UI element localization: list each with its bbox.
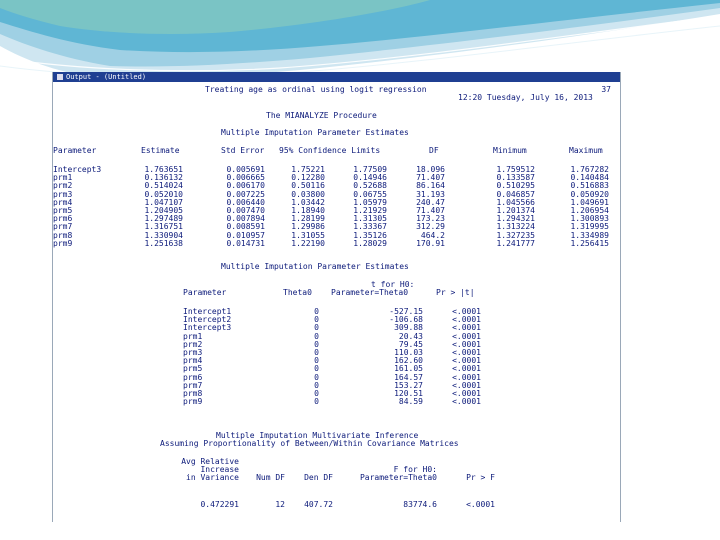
table2-cell: 164.57	[394, 372, 423, 382]
table3-cell: <.0001	[466, 500, 495, 509]
table1-cell: 0.006440	[226, 197, 265, 207]
table1-cell: 1.206954	[570, 206, 609, 215]
table1-cell: 0.52688	[353, 181, 387, 191]
table1-cell: 0.03800	[291, 189, 325, 199]
table1-cell: 464.2	[420, 230, 445, 240]
table1-cell: 0.050920	[570, 189, 609, 199]
table1-cell: 1.75221	[291, 165, 325, 174]
table3-title: Multiple Imputation Multivariate Inference	[216, 431, 419, 440]
table1-column-header: Estimate	[141, 146, 180, 155]
table1-cell: 1.33367	[353, 222, 387, 232]
table2-cell: 0	[314, 356, 319, 366]
table2-row-label: prm7	[183, 380, 203, 390]
table2-row-label: prm9	[183, 397, 203, 407]
table2-cell: 0	[314, 372, 319, 382]
table1-row-label: prm2	[53, 181, 73, 191]
window-title: Output - (Untitled)	[66, 73, 147, 81]
table2-cell: 161.05	[394, 364, 423, 374]
table2-cell: <.0001	[452, 331, 481, 341]
table1-row-label: prm8	[53, 230, 73, 240]
table1-column-header: Std Error	[221, 146, 265, 155]
table1-cell: 1.35126	[353, 230, 387, 240]
table3-column-header: F for H0:	[393, 465, 437, 475]
table2-column-header: Parameter=Theta0	[331, 288, 409, 297]
table1-cell: 1.294321	[496, 214, 535, 224]
table1-cell: 0.50116	[291, 181, 325, 191]
table1-cell: 240.47	[416, 197, 445, 207]
table2-row-label: prm4	[183, 356, 203, 366]
table2-cell: <.0001	[452, 389, 481, 398]
table1-cell: 1.256415	[570, 238, 609, 248]
table1-cell: 0.133587	[496, 173, 535, 183]
table1-cell: 1.759512	[496, 165, 535, 174]
table1-row-label: prm4	[53, 197, 73, 207]
table2-cell: <.0001	[452, 372, 481, 382]
table1-column-header: Maximum	[569, 146, 603, 155]
table1-column-header: Minimum	[493, 146, 527, 155]
table1-column-header: DF	[429, 146, 439, 155]
table1-cell: 1.18940	[291, 206, 325, 215]
table1-cell: 0.12280	[291, 173, 325, 183]
table2-row-label: prm1	[183, 331, 203, 341]
table1-cell: 0.008591	[226, 222, 265, 232]
table1-cell: 0.006665	[226, 173, 265, 183]
table2-cell: -527.15	[389, 307, 423, 316]
table1-cell: 1.28199	[291, 214, 325, 224]
table2-cell: 0	[314, 331, 319, 341]
table1-cell: 0.516883	[570, 181, 609, 191]
table2-cell: -106.68	[389, 315, 423, 325]
table2-cell: 110.03	[394, 348, 423, 357]
table1-cell: 0.140484	[570, 173, 609, 183]
table1-row-label: prm1	[53, 173, 73, 183]
table2-row-label: Intercept2	[183, 315, 232, 325]
table1-cell: 0.014731	[226, 238, 265, 248]
table2-row-label: prm6	[183, 372, 203, 382]
table2-row-label: prm5	[183, 364, 203, 374]
table2-cell: 120.51	[394, 389, 423, 398]
table1-cell: 1.316751	[144, 222, 183, 232]
table1-row-label: prm7	[53, 222, 73, 232]
table1-cell: 71.407	[416, 206, 445, 215]
table1-cell: 0.06755	[353, 189, 387, 199]
table3-cell: 0.472291	[200, 500, 239, 509]
table2-cell: 153.27	[394, 380, 423, 390]
table1-cell: 1.300893	[570, 214, 609, 224]
table1-cell: 0.14946	[353, 173, 387, 183]
table1-cell: 71.407	[416, 173, 445, 183]
table1-cell: 1.334989	[570, 230, 609, 240]
table1-title: Multiple Imputation Parameter Estimates	[221, 128, 409, 137]
table1-cell: 0.007894	[226, 214, 265, 224]
page-number: 37	[601, 85, 611, 94]
table2-cell: <.0001	[452, 339, 481, 349]
table1-cell: 1.31305	[353, 214, 387, 224]
table1-cell: 0.510295	[496, 181, 535, 191]
table1-cell: 1.31055	[291, 230, 325, 240]
datetime: 12:20 Tuesday, July 16, 2013	[458, 93, 593, 102]
table2-cell: 0	[314, 389, 319, 398]
table1-row-label: prm5	[53, 206, 73, 215]
table1-cell: 1.03442	[291, 197, 325, 207]
table1-cell: 0.010957	[226, 230, 265, 240]
table1-column-header: 95% Confidence Limits	[279, 146, 381, 155]
decorative-banner	[0, 0, 720, 80]
table3-cell: 407.72	[304, 500, 333, 509]
table1-cell: 1.047107	[144, 197, 183, 207]
table2-cell: <.0001	[452, 380, 481, 390]
table2-cell: <.0001	[452, 323, 481, 333]
table1-cell: 1.241777	[496, 238, 535, 248]
table1-cell: 173.23	[416, 214, 445, 224]
table2-cell: 0	[314, 397, 319, 407]
window-icon	[57, 74, 63, 80]
table2-column-header: Parameter	[183, 288, 227, 297]
table2-cell: 0	[314, 339, 319, 349]
table1-cell: 18.096	[416, 165, 445, 174]
table2-row-label: prm8	[183, 389, 203, 398]
table2-row-label: Intercept3	[183, 323, 232, 333]
table2-cell: <.0001	[452, 307, 481, 316]
table1-cell: 1.201374	[496, 206, 535, 215]
table2-column-header: Theta0	[283, 288, 312, 297]
table1-row-label: prm9	[53, 238, 73, 248]
table2-cell: 0	[314, 364, 319, 374]
table2-cell: <.0001	[452, 315, 481, 325]
table1-cell: 0.514024	[144, 181, 183, 191]
header-line: Treating age as ordinal using logit regression	[205, 85, 427, 94]
table3-cell: 12	[275, 500, 285, 509]
table1-column-header: Parameter	[53, 146, 97, 155]
table2-cell: 309.88	[394, 323, 423, 333]
table1-cell: 1.049691	[570, 197, 609, 207]
table3-column-header: in Variance	[186, 473, 239, 483]
table2-cell: 20.43	[398, 331, 423, 341]
table3-column-header: Pr > F	[466, 473, 495, 483]
table1-cell: 1.77509	[353, 165, 387, 174]
table2-cell: 79.45	[398, 339, 423, 349]
table1-row-label: Intercept3	[53, 165, 102, 174]
table2-cell: <.0001	[452, 397, 481, 407]
table2-cell: <.0001	[452, 356, 481, 366]
table1-cell: 1.29986	[291, 222, 325, 232]
table1-row-label: prm3	[53, 189, 73, 199]
table2-row-label: Intercept1	[183, 307, 232, 316]
table3-column-header: Num DF	[256, 473, 285, 483]
table1-cell: 1.327235	[496, 230, 535, 240]
table1-cell: 1.251638	[144, 238, 183, 248]
output-window	[52, 72, 621, 522]
table3-column-header: Den DF	[304, 473, 333, 483]
table2-cell: 0	[314, 323, 319, 333]
procedure-title: The MIANALYZE Procedure	[266, 111, 377, 120]
table3-column-header: Parameter=Theta0	[359, 473, 437, 483]
table1-cell: 0.052010	[144, 189, 183, 199]
table1-cell: 1.330904	[144, 230, 183, 240]
table1-row-label: prm6	[53, 214, 73, 224]
table1-cell: 0.007225	[226, 189, 265, 199]
table3-cell: 83774.6	[403, 500, 437, 509]
window-titlebar[interactable]	[53, 72, 620, 82]
table2-cell: 162.60	[394, 356, 423, 366]
table2-cell: 0	[314, 348, 319, 357]
table1-cell: 1.763651	[144, 165, 183, 174]
table2-cell: <.0001	[452, 364, 481, 374]
table1-cell: 1.21929	[353, 206, 387, 215]
output-content	[53, 82, 620, 522]
table1-cell: 1.319995	[570, 222, 609, 232]
table3-column-header: Avg Relative	[181, 457, 239, 466]
table2-row-label: prm2	[183, 339, 203, 349]
table1-cell: 1.767282	[570, 165, 609, 174]
table1-cell: 86.164	[416, 181, 445, 191]
table3-subtitle: Assuming Proportionality of Between/Within Covariance Matrices	[160, 439, 459, 448]
table1-cell: 1.204905	[144, 206, 183, 215]
table2-cell: 0	[314, 315, 319, 325]
table3-column-header: Increase	[200, 465, 239, 475]
table1-cell: 0.006170	[226, 181, 265, 191]
table2-column-header: Pr > |t|	[436, 288, 475, 297]
table1-cell: 31.193	[416, 189, 445, 199]
table1-cell: 0.136132	[144, 173, 183, 183]
table1-cell: 1.05979	[353, 197, 387, 207]
table2-cell: <.0001	[452, 348, 481, 357]
table2-cell: 0	[314, 380, 319, 390]
table1-cell: 1.22190	[291, 238, 325, 248]
table1-cell: 0.007470	[226, 206, 265, 215]
table1-cell: 1.313224	[496, 222, 535, 232]
table1-cell: 170.91	[416, 238, 445, 248]
table2-cell: 84.59	[398, 397, 423, 407]
table1-cell: 1.28029	[353, 238, 387, 248]
table2-super-header: t for H0:	[371, 280, 415, 289]
table2-row-label: prm3	[183, 348, 203, 357]
table1-cell: 1.045566	[496, 197, 535, 207]
table1-cell: 312.29	[416, 222, 445, 232]
table1-cell: 0.005691	[226, 165, 265, 174]
table2-cell: 0	[314, 307, 319, 316]
table1-cell: 0.046857	[496, 189, 535, 199]
table1-cell: 1.297489	[144, 214, 183, 224]
table2-title: Multiple Imputation Parameter Estimates	[221, 262, 409, 271]
